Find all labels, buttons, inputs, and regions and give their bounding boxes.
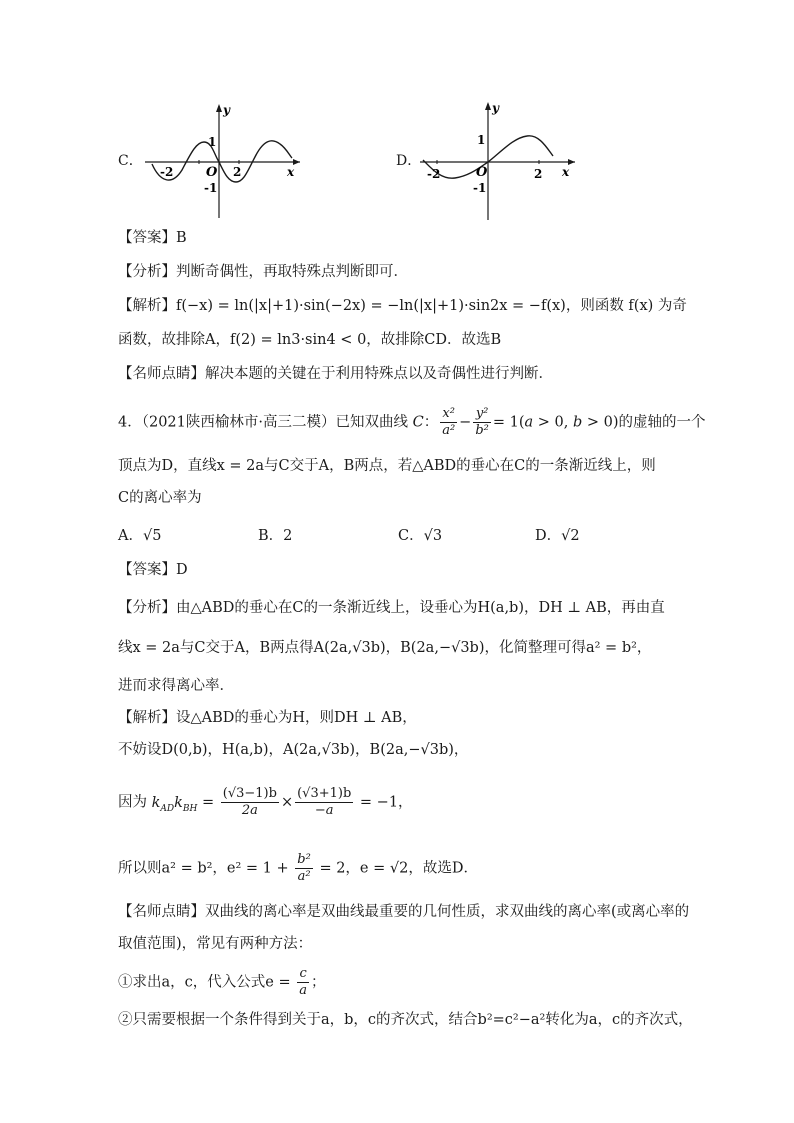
q4-answer <box>118 560 188 580</box>
analysis-tag: 【分析】 <box>118 264 176 280</box>
answer-tag: 【答案】 <box>118 562 176 578</box>
comment-tag: 【名师点睛】 <box>118 366 205 382</box>
frac-3: $\frac{\text{b²}}{\text{a²}}$ <box>297 852 311 884</box>
q4-stem-line-3 <box>118 488 202 508</box>
solution-tag: 【解析】 <box>118 710 176 726</box>
q3-solution-line-1 <box>118 296 687 316</box>
frac-1: $\frac{(√3-1)b}{2a}$ <box>222 786 277 818</box>
answer-value: B <box>176 230 187 246</box>
choice-b: B．2 <box>258 528 293 544</box>
graph-c-tick-label-neg1: -1 <box>204 181 218 195</box>
q4-analysis-line-2 <box>118 638 651 658</box>
q4-solution-line-1 <box>118 708 417 728</box>
analysis-text: 判断奇偶性，再取特殊点判断即可． <box>176 264 408 280</box>
solution-3-suffix: = −1， <box>359 794 413 811</box>
q4-comment-line-1 <box>118 902 689 922</box>
solution-text-1: 设△ABD的垂心为H，则DH ⊥ AB， <box>176 710 417 726</box>
answer-value: D <box>176 562 188 578</box>
q3-answer <box>118 228 187 248</box>
option-c-label: C． <box>118 153 143 169</box>
graph-c-tick-label-neg2: -2 <box>160 165 174 179</box>
solution-4-prefix: 所以则a² = b²，e² = 1 + <box>118 860 289 877</box>
choice-c: C．√3 <box>398 528 443 544</box>
hyperbola-c: C <box>412 414 424 431</box>
q4-solution-line-3: 因为 $k_{AD}k_{BH}$ = $\frac{(√3-1)b}{2a}$ × $\frac{(√3+1)b}{-a}$ = −1， <box>118 786 413 818</box>
graph-d-tick-label-2: 2 <box>534 167 543 181</box>
graph-c-y-label: y <box>223 103 230 117</box>
q3-comment <box>118 364 553 384</box>
q4-solution-line-4 <box>118 852 478 885</box>
graph-c-svg <box>140 100 305 220</box>
graph-d <box>415 98 580 223</box>
q4-stem-text-2: 顶点为D，直线x = 2a与C交于A，B两点，若△ABD的垂心在C的一条渐近线上，则 <box>118 458 656 474</box>
graph-d-tick-label-1: 1 <box>477 133 486 147</box>
choice-a: A．√5 <box>118 528 162 544</box>
comment-text-4: ②只需要根据一个条件得到关于a，b，c的齐次式，结合b²=c²−a²转化为a，c的齐次式， <box>118 1012 693 1028</box>
analysis-tag: 【分析】 <box>118 600 176 616</box>
graph-d-origin: O <box>476 165 488 180</box>
graph-d-y-label: y <box>492 101 499 115</box>
q4-solution-line-2 <box>118 740 468 760</box>
q3-analysis <box>118 262 408 282</box>
comment-text: 解决本题的关键在于利用特殊点以及奇偶性进行判断． <box>205 366 553 382</box>
comment-3-suffix: ； <box>310 974 326 991</box>
option-d-label: D． <box>396 153 422 169</box>
graph-c-origin: O <box>206 165 218 180</box>
graph-d-tick-label-neg1: -1 <box>473 181 487 195</box>
q4-stem-line-2 <box>118 456 656 476</box>
graph-c-x-label: x <box>287 165 295 179</box>
graph-c-y-arrow <box>216 104 222 112</box>
graph-c-tick-label-1: 1 <box>208 135 217 149</box>
graph-c <box>140 100 305 220</box>
q4-comment-line-4 <box>118 1010 693 1030</box>
comment-text-2: 取值范围)，常见有两种方法： <box>118 936 313 952</box>
q4-comment-line-3 <box>118 966 325 999</box>
comment-text-1: 双曲线的离心率是双曲线最重要的几何性质，求双曲线的离心率(或离心率的 <box>205 904 690 920</box>
choice-d: D．√2 <box>535 528 580 544</box>
frac-2: $\frac{(√3+1)b}{-a}$ <box>297 786 352 818</box>
q4-analysis-line-1 <box>118 598 665 618</box>
frac-4: $\frac{c}{a}$ <box>299 966 307 998</box>
solution-text-2: 不妨设D(0,b)，H(a,b)，A(2a,√3b)，B(2a,−√3b)， <box>118 742 469 758</box>
q4-stem-text-3: C的离心率为 <box>118 490 202 506</box>
q4-analysis-line-3 <box>118 676 234 696</box>
analysis-text-1: 由△ABD的垂心在C的一条渐近线上，设垂心为H(a,b)，DH ⊥ AB，再由直 <box>176 600 665 616</box>
answer-tag: 【答案】 <box>118 230 176 246</box>
graph-d-y-arrow <box>485 102 491 110</box>
solution-text-2: 函数，故排除A，f(2) = ln3·sin4 < 0，故排除CD．故选B <box>118 332 502 348</box>
q4-comment-line-2 <box>118 934 312 954</box>
solution-3-prefix: 因为 <box>118 794 147 811</box>
q3-solution-line-2 <box>118 330 501 350</box>
graph-d-tick-label-neg2: -2 <box>427 167 441 181</box>
q4-stem-prefix: 4．（2021陕西榆林市·高三二模）已知双曲线 <box>118 414 408 431</box>
q4-stem-suffix: 的虚轴的一个 <box>618 414 706 431</box>
comment-tag: 【名师点睛】 <box>118 904 205 920</box>
slope-k-ad: $k_{AD}k_{BH}$ <box>151 794 198 814</box>
solution-text-1: f(−x) = ln(|x|+1)·sin(−2x) = −ln(|x|+1)·sin2x = −f(x)，则函数 f(x) 为奇 <box>176 298 687 314</box>
analysis-text-2: 线x = 2a与C交于A，B两点得A(2a,√3b)，B(2a,−√3b)，化简整理可得a² = b²， <box>118 640 652 656</box>
graph-d-x-label: x <box>562 165 570 179</box>
q4-stem-line-1: 4．（2021陕西榆林市·高三二模）已知双曲线 C： $\frac{\text{x²}}{\text{a²}}$ − $\frac{\text{y²}}{\text{b²}}$ = 1(a > 0, b > 0)的虚轴的一个 <box>118 406 706 438</box>
graph-c-tick-label-2: 2 <box>233 165 242 179</box>
graph-d-svg <box>415 98 580 223</box>
solution-tag: 【解析】 <box>118 298 176 314</box>
comment-3-prefix: ①求出a，c，代入公式e = <box>118 974 291 991</box>
analysis-text-3: 进而求得离心率． <box>118 678 234 694</box>
frac-x2-a2: $\frac{\text{x²}}{\text{a²}}$ <box>442 406 456 438</box>
solution-4-suffix: = 2，e = √2，故选D． <box>319 860 478 877</box>
frac-y2-b2: $\frac{\text{y²}}{\text{b²}}$ <box>475 406 489 438</box>
